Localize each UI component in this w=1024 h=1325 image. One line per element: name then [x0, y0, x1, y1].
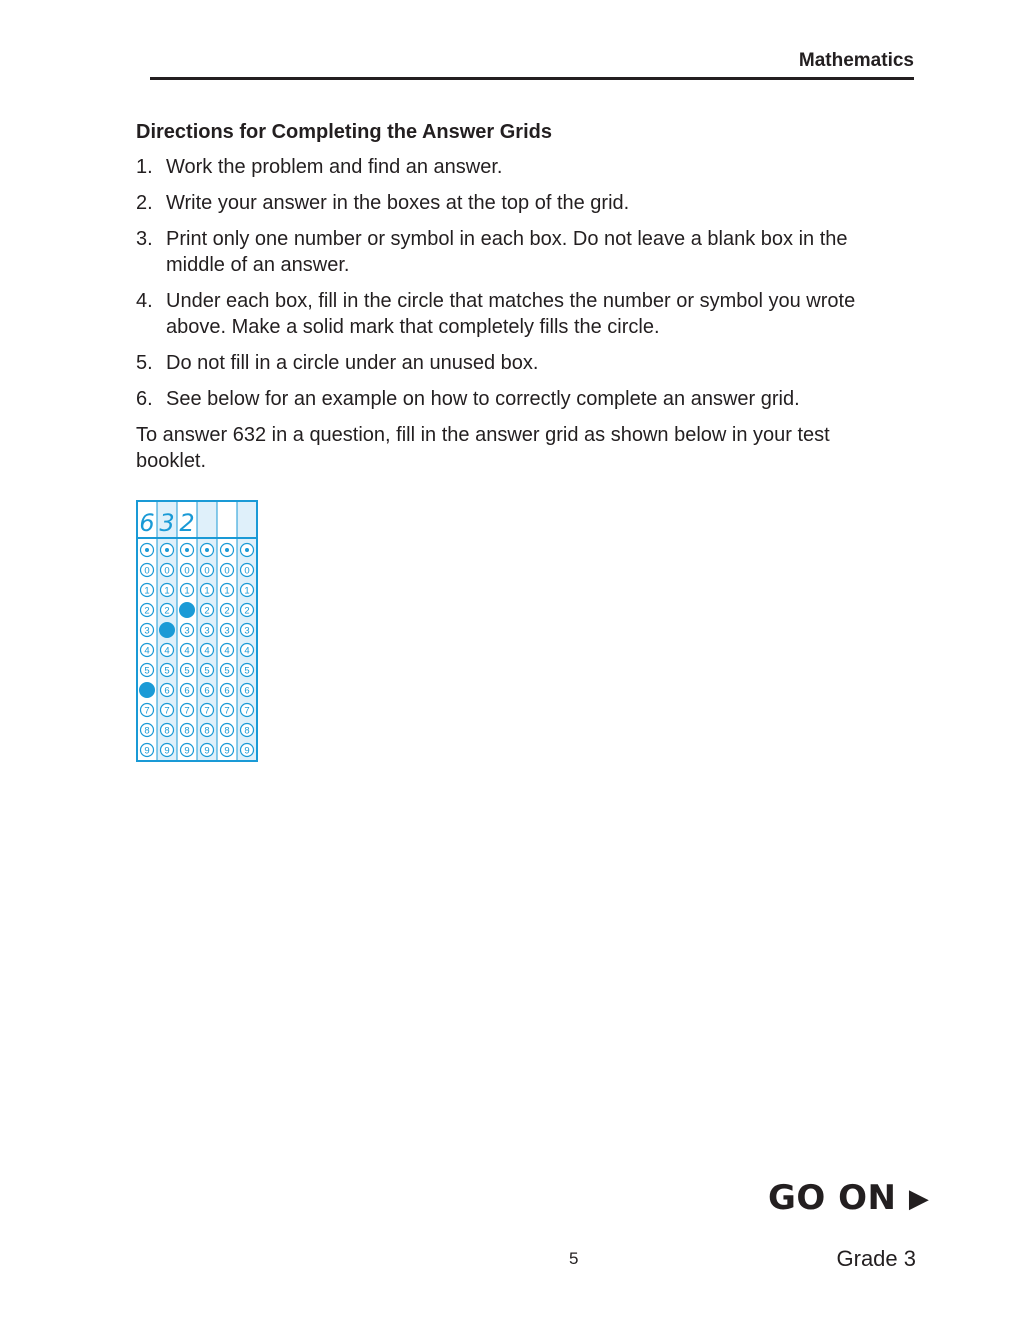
bubble-digit: 2 [164, 605, 170, 617]
step-number: 2. [136, 192, 153, 214]
step-6 [136, 386, 896, 412]
bubble-digit: 9 [244, 745, 250, 757]
bubble-digit: 1 [224, 585, 230, 597]
bubble-digit: 6 [204, 685, 210, 697]
bubble-digit: 7 [244, 705, 250, 717]
written-answer-digit: 3 [159, 509, 175, 537]
bubble-digit: 7 [224, 705, 230, 717]
bubble-digit: 7 [144, 705, 150, 717]
bubble-digit: 4 [184, 645, 190, 657]
decimal-point-dot [225, 548, 229, 552]
step-3 [136, 226, 896, 278]
step-number: 6. [136, 388, 153, 410]
step-2 [136, 190, 896, 216]
answer-grid-svg [136, 500, 258, 762]
header-rule [150, 77, 914, 80]
filled-bubble [159, 622, 175, 638]
bubble-digit: 6 [224, 685, 230, 697]
bubble-digit: 5 [224, 665, 230, 677]
header-subject: Mathematics [798, 50, 914, 71]
bubble-digit: 9 [184, 745, 190, 757]
bubble-digit: 0 [224, 565, 230, 577]
step-text: Print only one number or symbol in each box. Do not leave a blank box in the middle of an answer. [166, 228, 848, 276]
bubble-digit: 2 [224, 605, 230, 617]
bubble-digit: 7 [204, 705, 210, 717]
directions-title: Directions for Completing the Answer Grids [136, 121, 552, 143]
bubble-digit: 9 [224, 745, 230, 757]
bubble-digit: 5 [184, 665, 190, 677]
bubble-digit: 8 [224, 725, 230, 737]
bubble-digit: 0 [184, 565, 190, 577]
bubble-digit: 5 [244, 665, 250, 677]
written-answer-digit: 6 [139, 509, 155, 537]
bubble-digit: 4 [244, 645, 250, 657]
step-number: 5. [136, 352, 153, 374]
step-text: Work the problem and find an answer. [166, 156, 503, 178]
bubble-digit: 6 [164, 685, 170, 697]
decimal-point-dot [245, 548, 249, 552]
bubble-digit: 1 [164, 585, 170, 597]
decimal-point-dot [165, 548, 169, 552]
step-number: 4. [136, 290, 153, 312]
step-text: See below for an example on how to correctly complete an answer grid. [166, 388, 800, 410]
bubble-digit: 5 [164, 665, 170, 677]
step-4 [136, 288, 896, 340]
bubble-digit: 1 [184, 585, 190, 597]
bubble-digit: 2 [244, 605, 250, 617]
bubble-digit: 8 [144, 725, 150, 737]
bubble-digit: 7 [184, 705, 190, 717]
bubble-digit: 9 [144, 745, 150, 757]
bubble-digit: 0 [144, 565, 150, 577]
page-number: 5 [569, 1249, 579, 1268]
bubble-digit: 3 [244, 625, 250, 637]
bubble-digit: 3 [224, 625, 230, 637]
right-triangle-arrow-icon: ▶ [908, 1184, 930, 1214]
answer-grid [136, 500, 258, 767]
decimal-point-dot [205, 548, 209, 552]
bubble-digit: 6 [184, 685, 190, 697]
go-on-text: GO ON [768, 1178, 897, 1218]
bubble-digit: 7 [164, 705, 170, 717]
bubble-digit: 3 [144, 625, 150, 637]
bubble-digit: 8 [204, 725, 210, 737]
bubble-digit: 0 [244, 565, 250, 577]
step-text: Under each box, fill in the circle that matches the number or symbol you wrote above. Make a solid mark that completely fills the circle. [166, 290, 856, 338]
decimal-point-dot [185, 548, 189, 552]
written-answer-digit: 2 [179, 509, 195, 537]
bubble-digit: 4 [144, 645, 150, 657]
go-on-label [768, 1178, 929, 1218]
step-text: Write your answer in the boxes at the top of the grid. [166, 192, 630, 214]
filled-bubble [179, 602, 195, 618]
bubble-digit: 4 [224, 645, 230, 657]
step-1 [136, 154, 896, 180]
bubble-digit: 3 [204, 625, 210, 637]
bubble-digit: 3 [184, 625, 190, 637]
grade-label: Grade 3 [836, 1246, 916, 1271]
example-intro: To answer 632 in a question, fill in the answer grid as shown below in your test booklet. [136, 424, 830, 472]
step-number: 1. [136, 156, 153, 178]
bubble-digit: 5 [144, 665, 150, 677]
bubble-digit: 6 [244, 685, 250, 697]
bubble-digit: 2 [204, 605, 210, 617]
bubble-digit: 1 [204, 585, 210, 597]
filled-bubble [139, 682, 155, 698]
directions-section [136, 121, 896, 474]
bubble-digit: 9 [204, 745, 210, 757]
bubble-digit: 5 [204, 665, 210, 677]
step-text: Do not fill in a circle under an unused box. [166, 352, 539, 374]
step-number: 3. [136, 228, 153, 250]
bubble-digit: 1 [144, 585, 150, 597]
bubble-digit: 4 [164, 645, 170, 657]
bubble-digit: 1 [244, 585, 250, 597]
directions-steps [136, 154, 896, 412]
bubble-digit: 9 [164, 745, 170, 757]
bubble-digit: 0 [204, 565, 210, 577]
decimal-point-dot [145, 548, 149, 552]
bubble-digit: 0 [164, 565, 170, 577]
bubble-digit: 2 [144, 605, 150, 617]
bubble-digit: 8 [184, 725, 190, 737]
bubble-digit: 8 [244, 725, 250, 737]
bubble-digit: 4 [204, 645, 210, 657]
bubble-digit: 8 [164, 725, 170, 737]
step-5 [136, 350, 896, 376]
